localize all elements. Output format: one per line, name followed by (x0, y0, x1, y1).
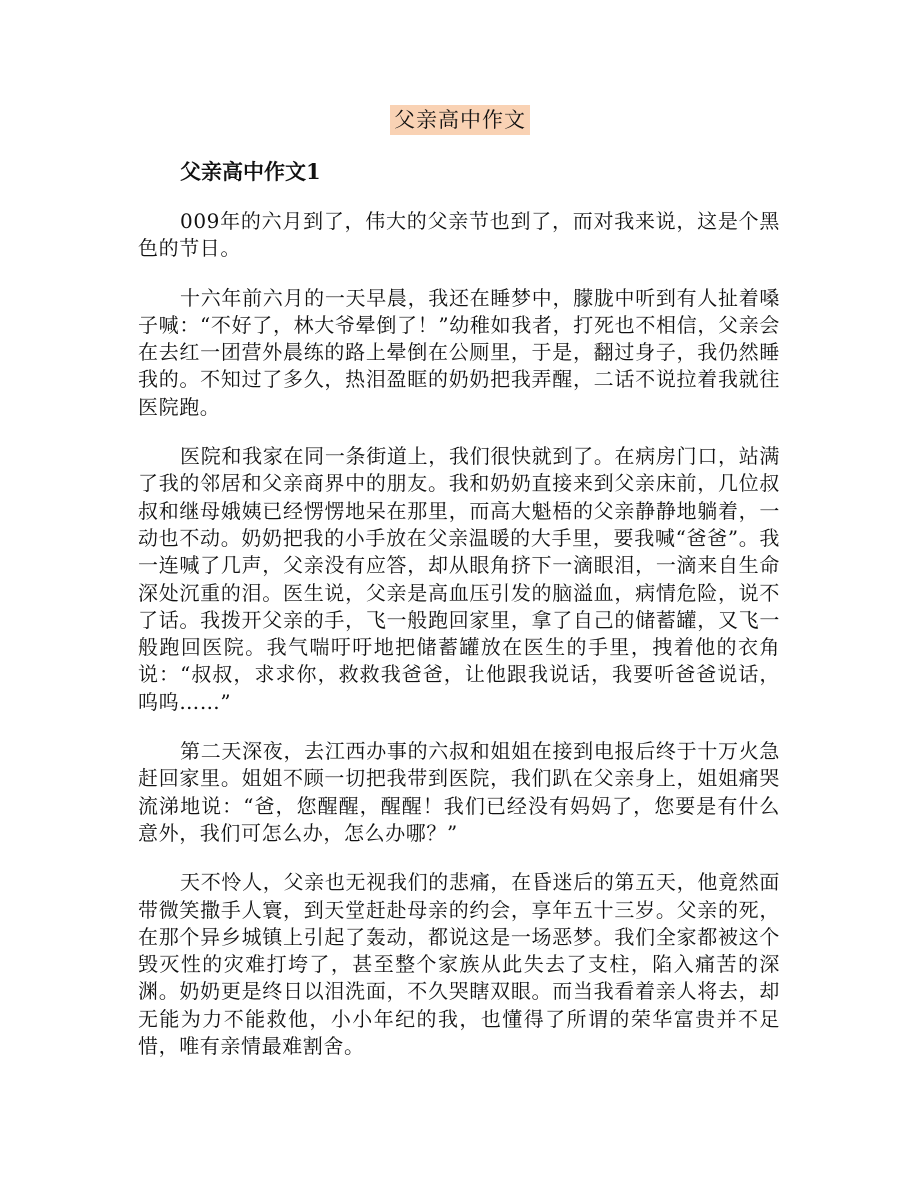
paragraph-2: 十六年前六月的一天早晨，我还在睡梦中，朦胧中听到有人扯着嗓子喊：“不好了，林大爷晕倒了！”幼稚如我者，打死也不相信，父亲会在去红一团营外晨练的路上晕倒在公厕里，于是，翻过身子，我仍然睡我的。不知过了多久，热泪盈眶的奶奶把我弄醒，二话不说拉着我就往医院跑。 (138, 285, 780, 419)
article-body (138, 208, 780, 1082)
paragraph-5: 天不怜人，父亲也无视我们的悲痛，在昏迷后的第五天，他竟然面带微笑撒手人寰，到天堂赶赴母亲的约会，享年五十三岁。父亲的死，在那个异乡城镇上引起了轰动，都说这是一场恶梦。我们全家都被这个毁灭性的灾难打垮了，甚至整个家族从此失去了支柱，陷入痛苦的深渊。奶奶更是终日以泪洗面，不久哭瞎双眼。而当我看着亲人将去，却无能为力不能救他，小小年纪的我，也懂得了所谓的荣华富贵并不足惜，唯有亲情最难割舍。 (138, 870, 780, 1059)
section-heading: 父亲高中作文1 (180, 159, 321, 184)
title-container (0, 105, 920, 135)
paragraph-4: 第二天深夜，去江西办事的六叔和姐姐在接到电报后终于十万火急赶回家里。姐姐不顾一切把我带到医院，我们趴在父亲身上，姐姐痛哭流涕地说：“爸，您醒醒，醒醒！我们已经没有妈妈了，您要是有什么意外，我们可怎么办，怎么办哪？” (138, 739, 780, 845)
paragraph-1: 009年的六月到了，伟大的父亲节也到了，而对我来说，这是个黑色的节日。 (138, 209, 780, 261)
paragraph-3: 医院和我家在同一条街道上，我们很快就到了。在病房门口，站满了我的邻居和父亲商界中的朋友。我和奶奶直接来到父亲床前，几位叔叔和继母娥姨已经愣愣地呆在那里，而高大魁梧的父亲静静地躺着，一动也不动。奶奶把我的小手放在父亲温暖的大手里，要我喊“爸爸”。我一连喊了几声，父亲没有应答，却从眼角挤下一滴眼泪，一滴来自生命深处沉重的泪。医生说，父亲是高血压引发的脑溢血，病情危险，说不了话。我拨开父亲的手，飞一般跑回家里，拿了自己的储蓄罐，又飞一般跑回医院。我气喘吁吁地把储蓄罐放在医生的手里，拽着他的衣角说：“叔叔，求求你，救救我爸爸，让他跟我说话，我要听爸爸说话，呜呜……” (138, 444, 780, 714)
document-title: 父亲高中作文 (390, 105, 530, 135)
